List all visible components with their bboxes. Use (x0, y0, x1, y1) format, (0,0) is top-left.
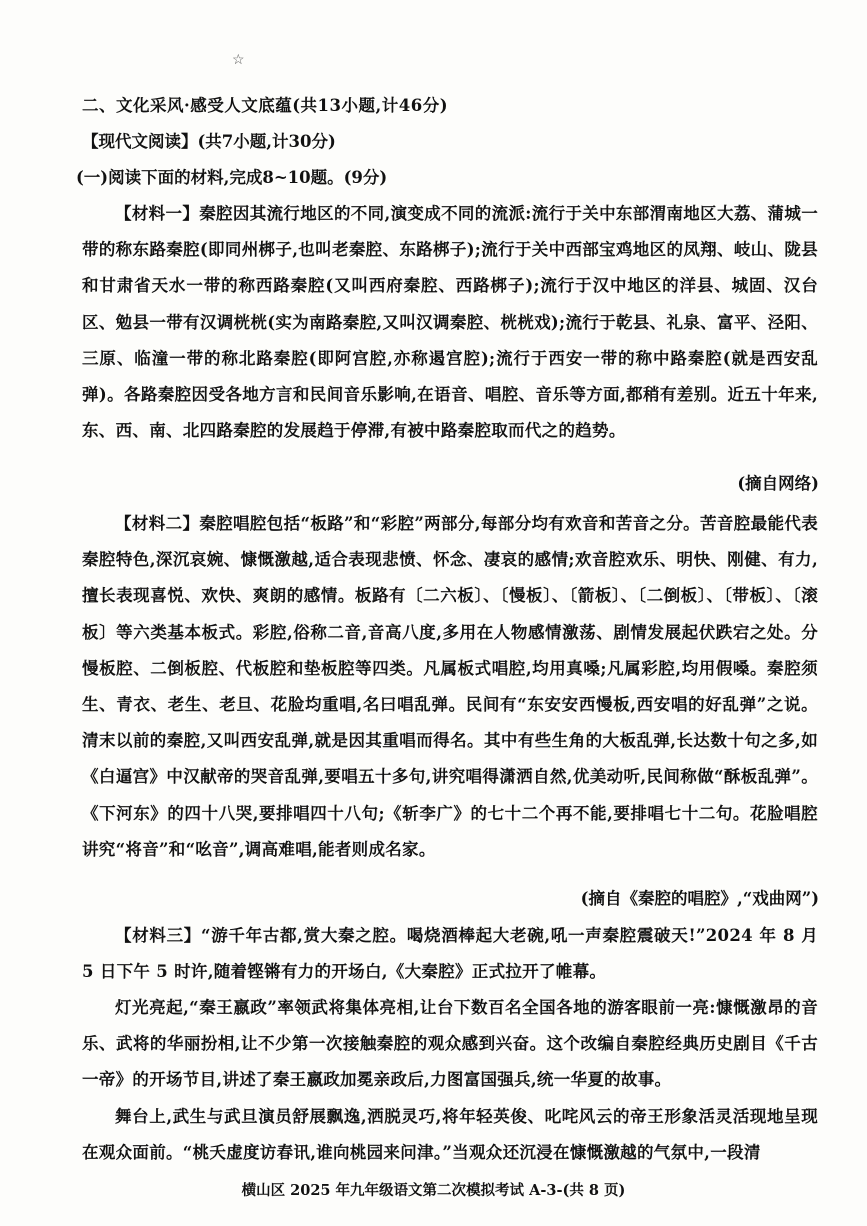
material-two-label: 【材料二】 (115, 514, 200, 533)
material-two-text: 秦腔唱腔包括“板路”和“彩腔”两部分,每部分均有欢音和苦音之分。苦音腔最能代表秦腔特色,深沉哀婉、慷慨激越,适合表现悲愤、怀念、凄哀的感情;欢音腔欢乐、明快、刚健、有力,擅长表现喜悦、欢快、爽朗的感情。板路有〔二六板〕、〔慢板〕、〔箭板〕、〔二倒板〕、〔带板〕、〔滚板〕等六类基本板式。彩腔,俗称二音,音高八度,多用在人物感情激荡、剧情发展起伏跌宕之处。分慢板腔、二倒板腔、代板腔和垫板腔等四类。凡属板式唱腔,均用真嗓;凡属彩腔,均用假嗓。秦腔须生、青衣、老生、老旦、花脸均重唱,名曰唱乱弹。民间有“东安安西慢板,西安唱的好乱弹”之说。清末以前的秦腔,又叫西安乱弹,就是因其重唱而得名。其中有些生角的大板乱弹,长达数十句之多,如《白逼宫》中汉献帝的哭音乱弹,要唱五十多句,讲究唱得潇洒自然,优美动听,民间称做“酥板乱弹”。《下河东》的四十八哭,要排唱四十八句;《斩李广》的七十二个再不能,要排唱七十二句。花脸唱腔讲究“将音”和“吆音”,调高难唱,能者则成名家。 (82, 514, 818, 859)
material-three-p1-text: “游千年古都,赏大秦之腔。喝烧酒棒起大老碗,吼一声秦腔震破天!”2024 年 8 月 5 日下午 5 时许,随着铿锵有力的开场白,《大秦腔》正式拉开了帷幕。 (82, 926, 819, 982)
material-three-paragraph-2: 灯光亮起,“秦王嬴政”率领武将集体亮相,让台下数百名全国各地的游客眼前一亮:慷慨激昂的音乐、武将的华丽扮相,让不少第一次接触秦腔的观众感到兴奋。这个改编自秦腔经典历史剧目《千古一帝》的开场节目,讲述了秦王嬴政加冕亲政后,力图富国强兵,统一华夏的故事。 (82, 998, 818, 1090)
subsection-title: 【现代文阅读】(共7小题,计30分) (82, 132, 336, 151)
question-intro: (一)阅读下面的材料,完成8~10题。(9分) (76, 168, 388, 187)
scan-mark: ☆ (232, 52, 245, 68)
material-two-source: (摘自《秦腔的唱腔》,“戏曲网”) (580, 889, 819, 908)
page-footer: 横山区 2025 年九年级语文第二次模拟考试 A-3-(共 8 页) (241, 1182, 626, 1199)
material-two (82, 506, 818, 868)
material-one-text: 秦腔因其流行地区的不同,演变成不同的流派:流行于关中东部渭南地区大荔、蒲城一带的称东路秦腔(即同州梆子,也叫老秦腔、东路梆子);流行于关中西部宝鸡地区的凤翔、岐山、陇县和甘肃省天水一带的称西路秦腔(又叫西府秦腔、西路梆子);流行于汉中地区的洋县、城固、汉台区、勉县一带有汉调桄桄(实为南路秦腔,又叫汉调秦腔、桄桄戏);流行于乾县、礼泉、富平、泾阳、三原、临潼一带的称北路秦腔(即阿宫腔,亦称遏宫腔);流行于西安一带的称中路秦腔(就是西安乱弹)。各路秦腔因受各地方言和民间音乐影响,在语音、唱腔、音乐等方面,都稍有差别。近五十年来,东、西、南、北四路秦腔的发展趋于停滞,有被中路秦腔取而代之的趋势。 (82, 204, 818, 441)
material-three-label: 【材料三】 (115, 926, 201, 945)
material-one (82, 196, 818, 449)
material-three-paragraph-1 (82, 918, 818, 990)
material-one-label: 【材料一】 (115, 204, 200, 223)
section-title: 二、文化采风·感受人文底蕴(共13小题,计46分) (82, 96, 449, 115)
material-one-source: (摘自网络) (737, 474, 819, 493)
material-three-paragraph-3: 舞台上,武生与武旦演员舒展飘逸,洒脱灵巧,将年轻英俊、叱咤风云的帝王形象活灵活现地呈现在观众面前。“桃夭虚度访春讯,谁向桃园来问津。”当观众还沉浸在慷慨激越的气氛中,一段清 (82, 1107, 818, 1163)
